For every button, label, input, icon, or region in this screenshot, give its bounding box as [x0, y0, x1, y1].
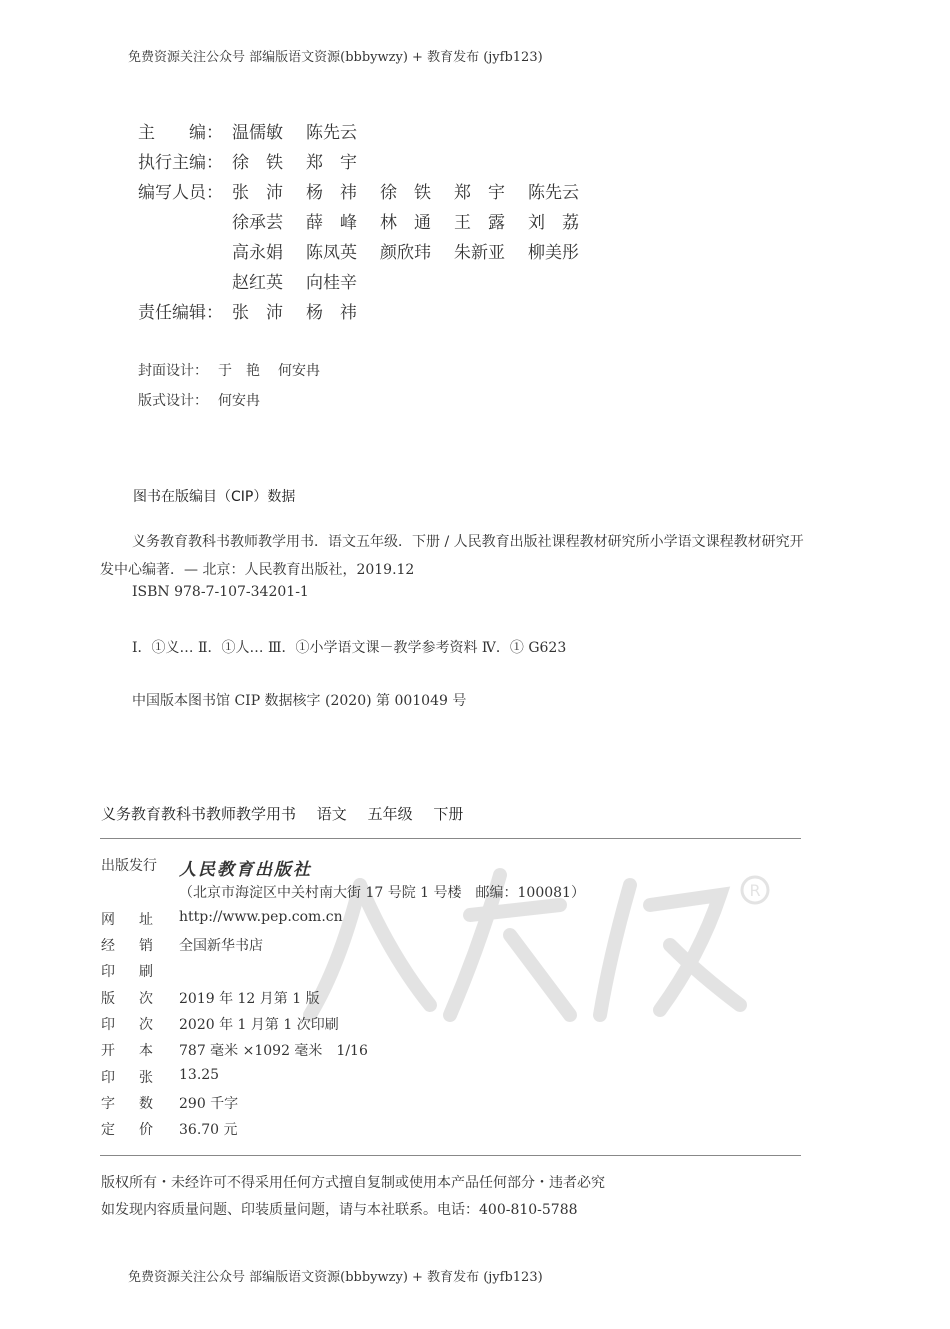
quality-contact: 如发现内容质量问题、印装质量问题，请与本社联系。电话：400-810-5788	[101, 1202, 578, 1218]
credit-name: 刘 荔	[528, 213, 579, 233]
credit-name: 赵红英	[232, 273, 283, 293]
design-name: 于 艳	[218, 363, 260, 379]
credit-label: 编写人员：	[138, 183, 223, 203]
design-row-cover	[138, 356, 338, 386]
credit-label: 责任编辑：	[138, 303, 223, 323]
credit-name: 陈凤英	[306, 243, 357, 263]
book-title-grade: 五年级	[367, 805, 413, 823]
pub-value: 2019 年 12 月第 1 版	[179, 991, 320, 1007]
credit-name: 林 通	[380, 213, 431, 233]
credit-name: 陈先云	[528, 183, 579, 203]
pub-value: 290 千字	[179, 1096, 239, 1112]
pub-label: 经 销	[101, 938, 153, 954]
pub-label: 印 次	[101, 1017, 153, 1033]
pub-value: http://www.pep.com.cn	[179, 909, 343, 925]
pub-row-printer	[101, 961, 179, 981]
divider-bottom	[100, 1155, 801, 1156]
credit-name: 张 沛	[232, 303, 283, 323]
credit-name: 王 露	[454, 213, 505, 233]
pub-label: 定 价	[101, 1122, 153, 1138]
credit-label: 执行主编：	[138, 153, 223, 173]
design-label: 版式设计：	[138, 393, 208, 409]
credit-name: 徐承芸	[232, 213, 283, 233]
pub-value: 全国新华书店	[179, 938, 263, 954]
header-promo-note: 免费资源关注公众号 部编版语文资源(bbbywzy) + 教育发布 (jyfb123)	[128, 50, 543, 65]
design-name: 何安冉	[278, 363, 320, 379]
pub-label: 版 次	[101, 991, 153, 1007]
cip-description: 义务教育教科书教师教学用书．语文五年级．下册 / 人民教育出版社课程教材研究所小学语文课程教材研究开发中心编著．— 北京：人民教育出版社，2019.12	[100, 534, 804, 578]
credit-names	[232, 118, 612, 148]
credit-name: 高永娟	[232, 243, 283, 263]
pub-label: 印 张	[101, 1070, 153, 1086]
copyright-notice: 版权所有・未经许可不得采用任何方式擅自复制或使用本产品任何部分・违者必究	[101, 1175, 605, 1191]
credit-name: 颜欣玮	[380, 243, 431, 263]
credit-name: 杨 祎	[306, 183, 357, 203]
credit-name: 温儒敏	[232, 123, 283, 143]
credit-names	[232, 178, 612, 298]
credit-name: 郑 宇	[454, 183, 505, 203]
cip-classification: Ⅰ．①义… Ⅱ．①人… Ⅲ．①小学语文课－教学参考资料 Ⅳ．① G623	[132, 640, 567, 656]
credit-name: 徐 铁	[380, 183, 431, 203]
pub-label: 出版发行	[101, 858, 157, 874]
credit-label: 主 编：	[138, 123, 223, 143]
pub-row-distributor	[101, 935, 263, 955]
credits-block	[138, 118, 612, 328]
book-title-main: 义务教育教科书教师教学用书	[101, 805, 297, 823]
design-row-layout	[138, 386, 338, 416]
credit-names	[232, 298, 612, 328]
credit-names	[232, 148, 612, 178]
pep-watermark-logo	[300, 845, 780, 1035]
pub-row-edition	[101, 988, 320, 1008]
book-title-volume: 下册	[433, 805, 464, 823]
credit-row-responsible-editor	[138, 298, 612, 328]
pub-row-word-count	[101, 1093, 238, 1113]
pub-value: 13.25	[179, 1067, 220, 1083]
credit-name: 薛 峰	[306, 213, 357, 233]
credit-name: 郑 宇	[306, 153, 357, 173]
credit-name: 杨 祎	[306, 303, 357, 323]
pub-row-sheets	[101, 1067, 219, 1087]
cip-number: 中国版本图书馆 CIP 数据核字 (2020) 第 001049 号	[132, 693, 467, 709]
pub-row-publisher	[101, 855, 312, 880]
publisher-logo: 人民教育出版社	[179, 860, 312, 880]
book-title	[101, 803, 479, 824]
credit-name: 张 沛	[232, 183, 283, 203]
pub-row-printing	[101, 1014, 339, 1034]
credit-name: 陈先云	[306, 123, 357, 143]
credit-name: 柳美彤	[528, 243, 579, 263]
copyright-block	[101, 1170, 605, 1224]
credit-name: 向桂辛	[306, 273, 357, 293]
credit-row-writers	[138, 178, 612, 298]
pub-label: 网 址	[101, 912, 153, 928]
svg-text:R: R	[749, 881, 761, 900]
pub-label: 字 数	[101, 1096, 153, 1112]
pub-value: 2020 年 1 月第 1 次印刷	[179, 1017, 339, 1033]
pub-value: 787 毫米 ×1092 毫米 1/16	[179, 1043, 368, 1059]
design-name: 何安冉	[218, 393, 260, 409]
credit-name: 朱新亚	[454, 243, 505, 263]
design-label: 封面设计：	[138, 363, 208, 379]
pub-row-price	[101, 1119, 238, 1139]
credit-name: 徐 铁	[232, 153, 283, 173]
credit-row-executive-editor	[138, 148, 612, 178]
pub-row-website	[101, 909, 343, 929]
pub-value: 36.70 元	[179, 1122, 238, 1138]
credit-row-chief-editor	[138, 118, 612, 148]
pub-row-format	[101, 1040, 368, 1060]
pub-label: 开 本	[101, 1043, 153, 1059]
pub-label: 印 刷	[101, 964, 153, 980]
footer-promo-note: 免费资源关注公众号 部编版语文资源(bbbywzy) + 教育发布 (jyfb123)	[128, 1270, 543, 1285]
cip-title: 图书在版编目（CIP）数据	[133, 489, 296, 505]
book-title-subject: 语文	[316, 805, 347, 823]
isbn: ISBN 978-7-107-34201-1	[132, 584, 309, 600]
divider-top	[100, 838, 801, 839]
publisher-address: （北京市海淀区中关村南大街 17 号院 1 号楼 邮编：100081）	[179, 885, 585, 901]
design-credits	[138, 356, 338, 416]
